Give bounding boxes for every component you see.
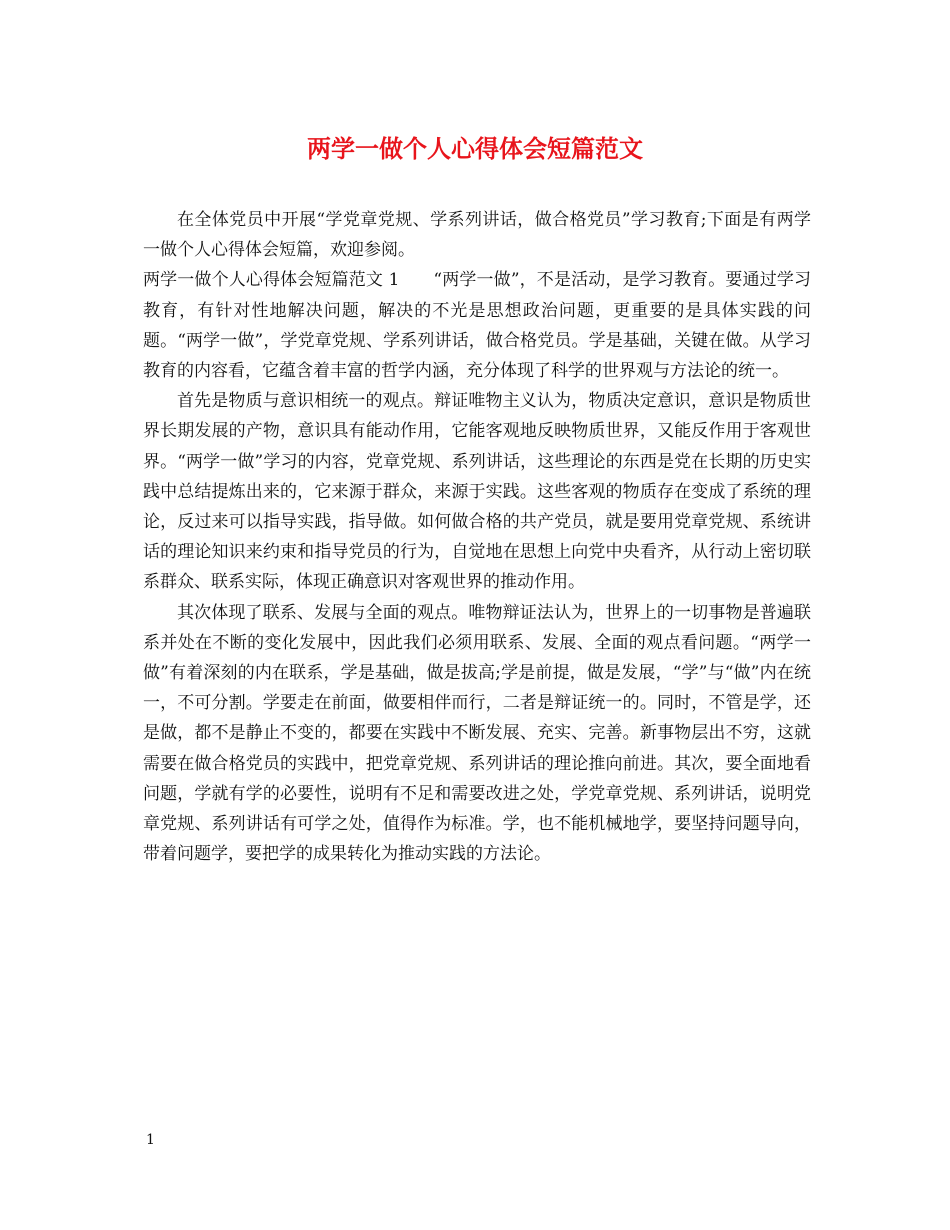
section-paragraph-1: [143, 265, 811, 386]
page-number: 1: [146, 1132, 155, 1148]
document-body: [143, 205, 811, 869]
intro-paragraph: 在全体党员中开展“学党章党规、学系列讲话，做合格党员”学习教育;下面是有两学一做个人心得体会短篇，欢迎参阅。: [143, 210, 811, 261]
body-paragraph-3: 其次体现了联系、发展与全面的观点。唯物辩证法认为，世界上的一切事物是普遍联系并处在不断的变化发展中，因此我们必须用联系、发展、全面的观点看问题。“两学一做”有着深刻的内在联系，学是基础，做是拔高;学是前提，做是发展，“学”与“做”内在统一，不可分割。学要走在前面，做要相伴而行，二者是辩证统一的。同时，不管是学，还是做，都不是静止不变的，都要在实践中不断发展、充实、完善。新事物层出不穷，这就需要在做合格党员的实践中，把党章党规、系列讲话的理论推向前进。其次，要全面地看问题，学就有学的必要性，说明有不足和需要改进之处，学党章党规、系列讲话，说明党章党规、系列讲话有可学之处，值得作为标准。学，也不能机械地学，要坚持问题导向，带着问题学，要把学的成果转化为推动实践的方法论。: [143, 602, 811, 865]
document-title: 两学一做个人心得体会短篇范文: [307, 134, 643, 163]
section-heading: 两学一做个人心得体会短篇范文 1: [143, 270, 400, 291]
section-1-text: “两学一做”，不是活动，是学习教育。要通过学习教育，有针对性地解决问题，解决的不光是思想政治问题，更重要的是具体实践的问题。“两学一做”，学党章党规、学系列讲话，做合格党员。学是基础，关键在做。从学习教育的内容看，它蕴含着丰富的哲学内涵，充分体现了科学的世界观与方法论的统一。: [143, 270, 811, 382]
body-paragraph-2: 首先是物质与意识相统一的观点。辩证唯物主义认为，物质决定意识，意识是物质世界长期发展的产物，意识具有能动作用，它能客观地反映物质世界，又能反作用于客观世界。“两学一做”学习的内容，党章党规、系列讲话，这些理论的东西是党在长期的历史实践中总结提炼出来的，它来源于群众，来源于实践。这些客观的物质存在变成了系统的理论，反过来可以指导实践，指导做。如何做合格的共产党员，就是要用党章党规、系统讲话的理论知识来约束和指导党员的行为，自觉地在思想上向党中央看齐，从行动上密切联系群众、联系实际，体现正确意识对客观世界的推动作用。: [143, 391, 811, 593]
